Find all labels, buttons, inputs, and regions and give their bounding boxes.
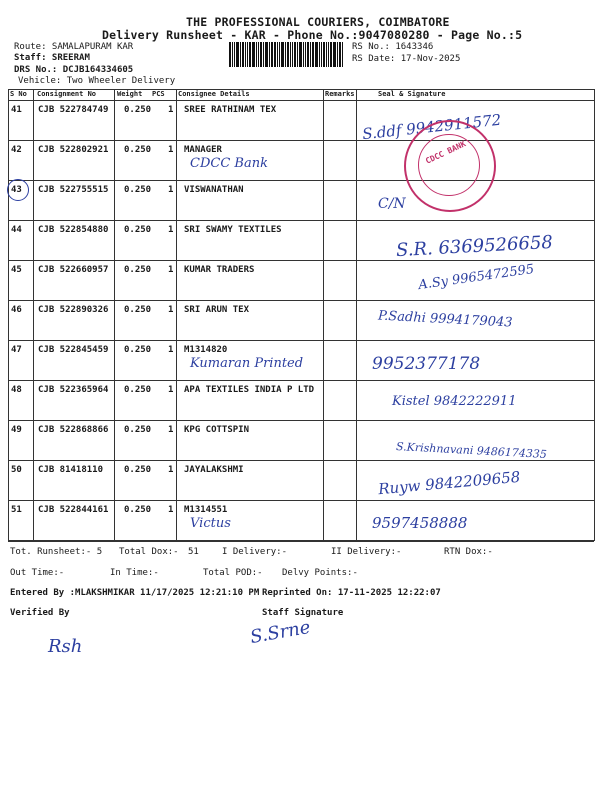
signature-row-41: S.ddf 9942911572 <box>361 110 503 144</box>
verified-by-label: Verified By <box>10 608 70 618</box>
total-dox-label: Total Dox:- <box>119 547 179 557</box>
row-consignee: MANAGER <box>184 145 222 155</box>
out-time: Out Time:- <box>10 568 65 578</box>
row-sno: 48 <box>11 385 22 395</box>
row-consignee: SREE RATHINAM TEX <box>184 105 277 115</box>
table-row <box>8 181 594 221</box>
table-row <box>8 141 594 181</box>
runsheet-title: Delivery Runsheet - KAR - Phone No.:9047080280 - Page No.:5 <box>102 28 523 42</box>
row-weight: 0.250 <box>124 185 152 195</box>
row-pcs: 1 <box>168 225 174 235</box>
verified-by-signature: Rsh <box>48 636 83 657</box>
row-sno: 50 <box>11 465 22 475</box>
signature-row-46: P.Sadhi 9994179043 <box>377 308 513 331</box>
row-pcs: 1 <box>168 505 174 515</box>
row-sno: 49 <box>11 425 22 435</box>
in-time: In Time:- <box>110 568 159 578</box>
row-weight: 0.250 <box>124 265 152 275</box>
signature-row-44: S.R. 6369526658 <box>395 231 554 262</box>
row-pcs: 1 <box>168 145 174 155</box>
row-pcs: 1 <box>168 465 174 475</box>
total-dox-value: 51 <box>188 547 199 557</box>
row-sno: 41 <box>11 105 22 115</box>
row-consignee: SRI SWAMY TEXTILES <box>184 225 282 235</box>
row-consignment-no: CJB 522845459 <box>38 345 109 355</box>
ii-delivery: II Delivery:- <box>331 547 402 557</box>
stamp-text: CDCC BANK <box>424 139 468 166</box>
row-consignment-no: CJB 522802921 <box>38 145 109 155</box>
signature-row-48: Kistel 9842222911 <box>392 394 517 409</box>
row-consignment-no: CJB 522890326 <box>38 305 109 315</box>
row-sno: 45 <box>11 265 22 275</box>
row-consignment-no: CJB 522365964 <box>38 385 109 395</box>
staff-signature: S.Srne <box>248 616 312 649</box>
row-sno: 46 <box>11 305 22 315</box>
row-weight: 0.250 <box>124 305 152 315</box>
table-row <box>8 501 594 541</box>
row-consignee: M1314551 <box>184 505 228 515</box>
col-weight: Weight <box>117 90 143 98</box>
row-consignment-no: CJB 522854880 <box>38 225 109 235</box>
row-weight: 0.250 <box>124 345 152 355</box>
staff-label: Staff: SREERAM <box>14 53 90 63</box>
staff-signature-label: Staff Signature <box>262 608 344 618</box>
row-consignee: VISWANATHAN <box>184 185 244 195</box>
table-row <box>8 101 594 144</box>
i-delivery: I Delivery:- <box>222 547 288 557</box>
signature-row-50: Ruyw 9842209658 <box>377 467 521 499</box>
signature-row-47: 9952377178 <box>372 354 481 374</box>
row-consignee: JAYALAKSHMI <box>184 465 244 475</box>
row-pcs: 1 <box>168 105 174 115</box>
col-remarks: Remarks <box>325 90 355 98</box>
col-consignment: Consignment No <box>37 90 97 98</box>
rs-number: RS No.: 1643346 <box>352 42 434 52</box>
col-consignee: Consignee Details <box>178 90 250 98</box>
signature-row-51: 9597458888 <box>372 514 468 532</box>
row-sno: 43 <box>11 185 22 195</box>
total-runsheet: Tot. Runsheet:- 5 <box>10 547 103 557</box>
total-pod: Total POD:- <box>203 568 263 578</box>
row-handwritten-note: Kumaran Printed <box>190 356 304 371</box>
row-consignee: KPG COTTSPIN <box>184 425 250 435</box>
rs-date: RS Date: 17-Nov-2025 <box>352 54 461 64</box>
row-consignee: SRI ARUN TEX <box>184 305 250 315</box>
row-consignment-no: CJB 522755515 <box>38 185 109 195</box>
signature-row-43: C/N <box>378 196 406 212</box>
row-consignee: M1314820 <box>184 345 228 355</box>
row-consignment-no: CJB 522784749 <box>38 105 109 115</box>
row-pcs: 1 <box>168 385 174 395</box>
row-weight: 0.250 <box>124 105 152 115</box>
row-consignee: APA TEXTILES INDIA P LTD <box>184 385 315 395</box>
route-label: Route: SAMALAPURAM KAR <box>14 42 134 52</box>
table-row <box>8 341 594 381</box>
row-consignment-no: CJB 81418110 <box>38 465 104 475</box>
col-sno: S No <box>10 90 27 98</box>
row-weight: 0.250 <box>124 225 152 235</box>
signature-row-45: A.Sy 9965472595 <box>417 261 536 294</box>
row-weight: 0.250 <box>124 385 152 395</box>
row-consignment-no: CJB 522660957 <box>38 265 109 275</box>
row-sno: 47 <box>11 345 22 355</box>
row-consignee: KUMAR TRADERS <box>184 265 255 275</box>
rtn-dox: RTN Dox:- <box>444 547 493 557</box>
row-sno: 51 <box>11 505 22 515</box>
row-pcs: 1 <box>168 265 174 275</box>
circle-mark <box>7 179 29 201</box>
row-handwritten-note: CDCC Bank <box>190 156 268 171</box>
signature-row-49: S.Krishnavani 9486174335 <box>395 440 548 461</box>
delivery-points: Delvy Points:- <box>282 568 358 578</box>
reprinted-on: Reprinted On: 17-11-2025 12:22:07 <box>262 588 441 598</box>
company-name: THE PROFESSIONAL COURIERS, COIMBATORE <box>186 15 450 29</box>
vehicle-label: Vehicle: Two Wheeler Delivery <box>18 76 176 86</box>
row-pcs: 1 <box>168 305 174 315</box>
row-consignment-no: CJB 522868866 <box>38 425 109 435</box>
row-pcs: 1 <box>168 345 174 355</box>
drs-number: DRS No.: DCJB164334605 <box>14 65 134 75</box>
row-sno: 42 <box>11 145 22 155</box>
col-pcs: PCS <box>152 90 165 98</box>
barcode <box>229 42 347 67</box>
entered-by: Entered By :MLAKSHMIKAR 11/17/2025 12:21:10 PM <box>10 588 260 598</box>
row-weight: 0.250 <box>124 465 152 475</box>
row-pcs: 1 <box>168 425 174 435</box>
row-weight: 0.250 <box>124 425 152 435</box>
row-sno: 44 <box>11 225 22 235</box>
table-right-border <box>594 89 595 541</box>
row-pcs: 1 <box>168 185 174 195</box>
col-seal-signature: Seal & Signature <box>378 90 446 98</box>
row-weight: 0.250 <box>124 505 152 515</box>
bank-stamp <box>404 120 496 212</box>
row-consignment-no: CJB 522844161 <box>38 505 109 515</box>
row-handwritten-note: Victus <box>190 516 231 531</box>
table-bottom-rule <box>8 541 594 542</box>
row-weight: 0.250 <box>124 145 152 155</box>
